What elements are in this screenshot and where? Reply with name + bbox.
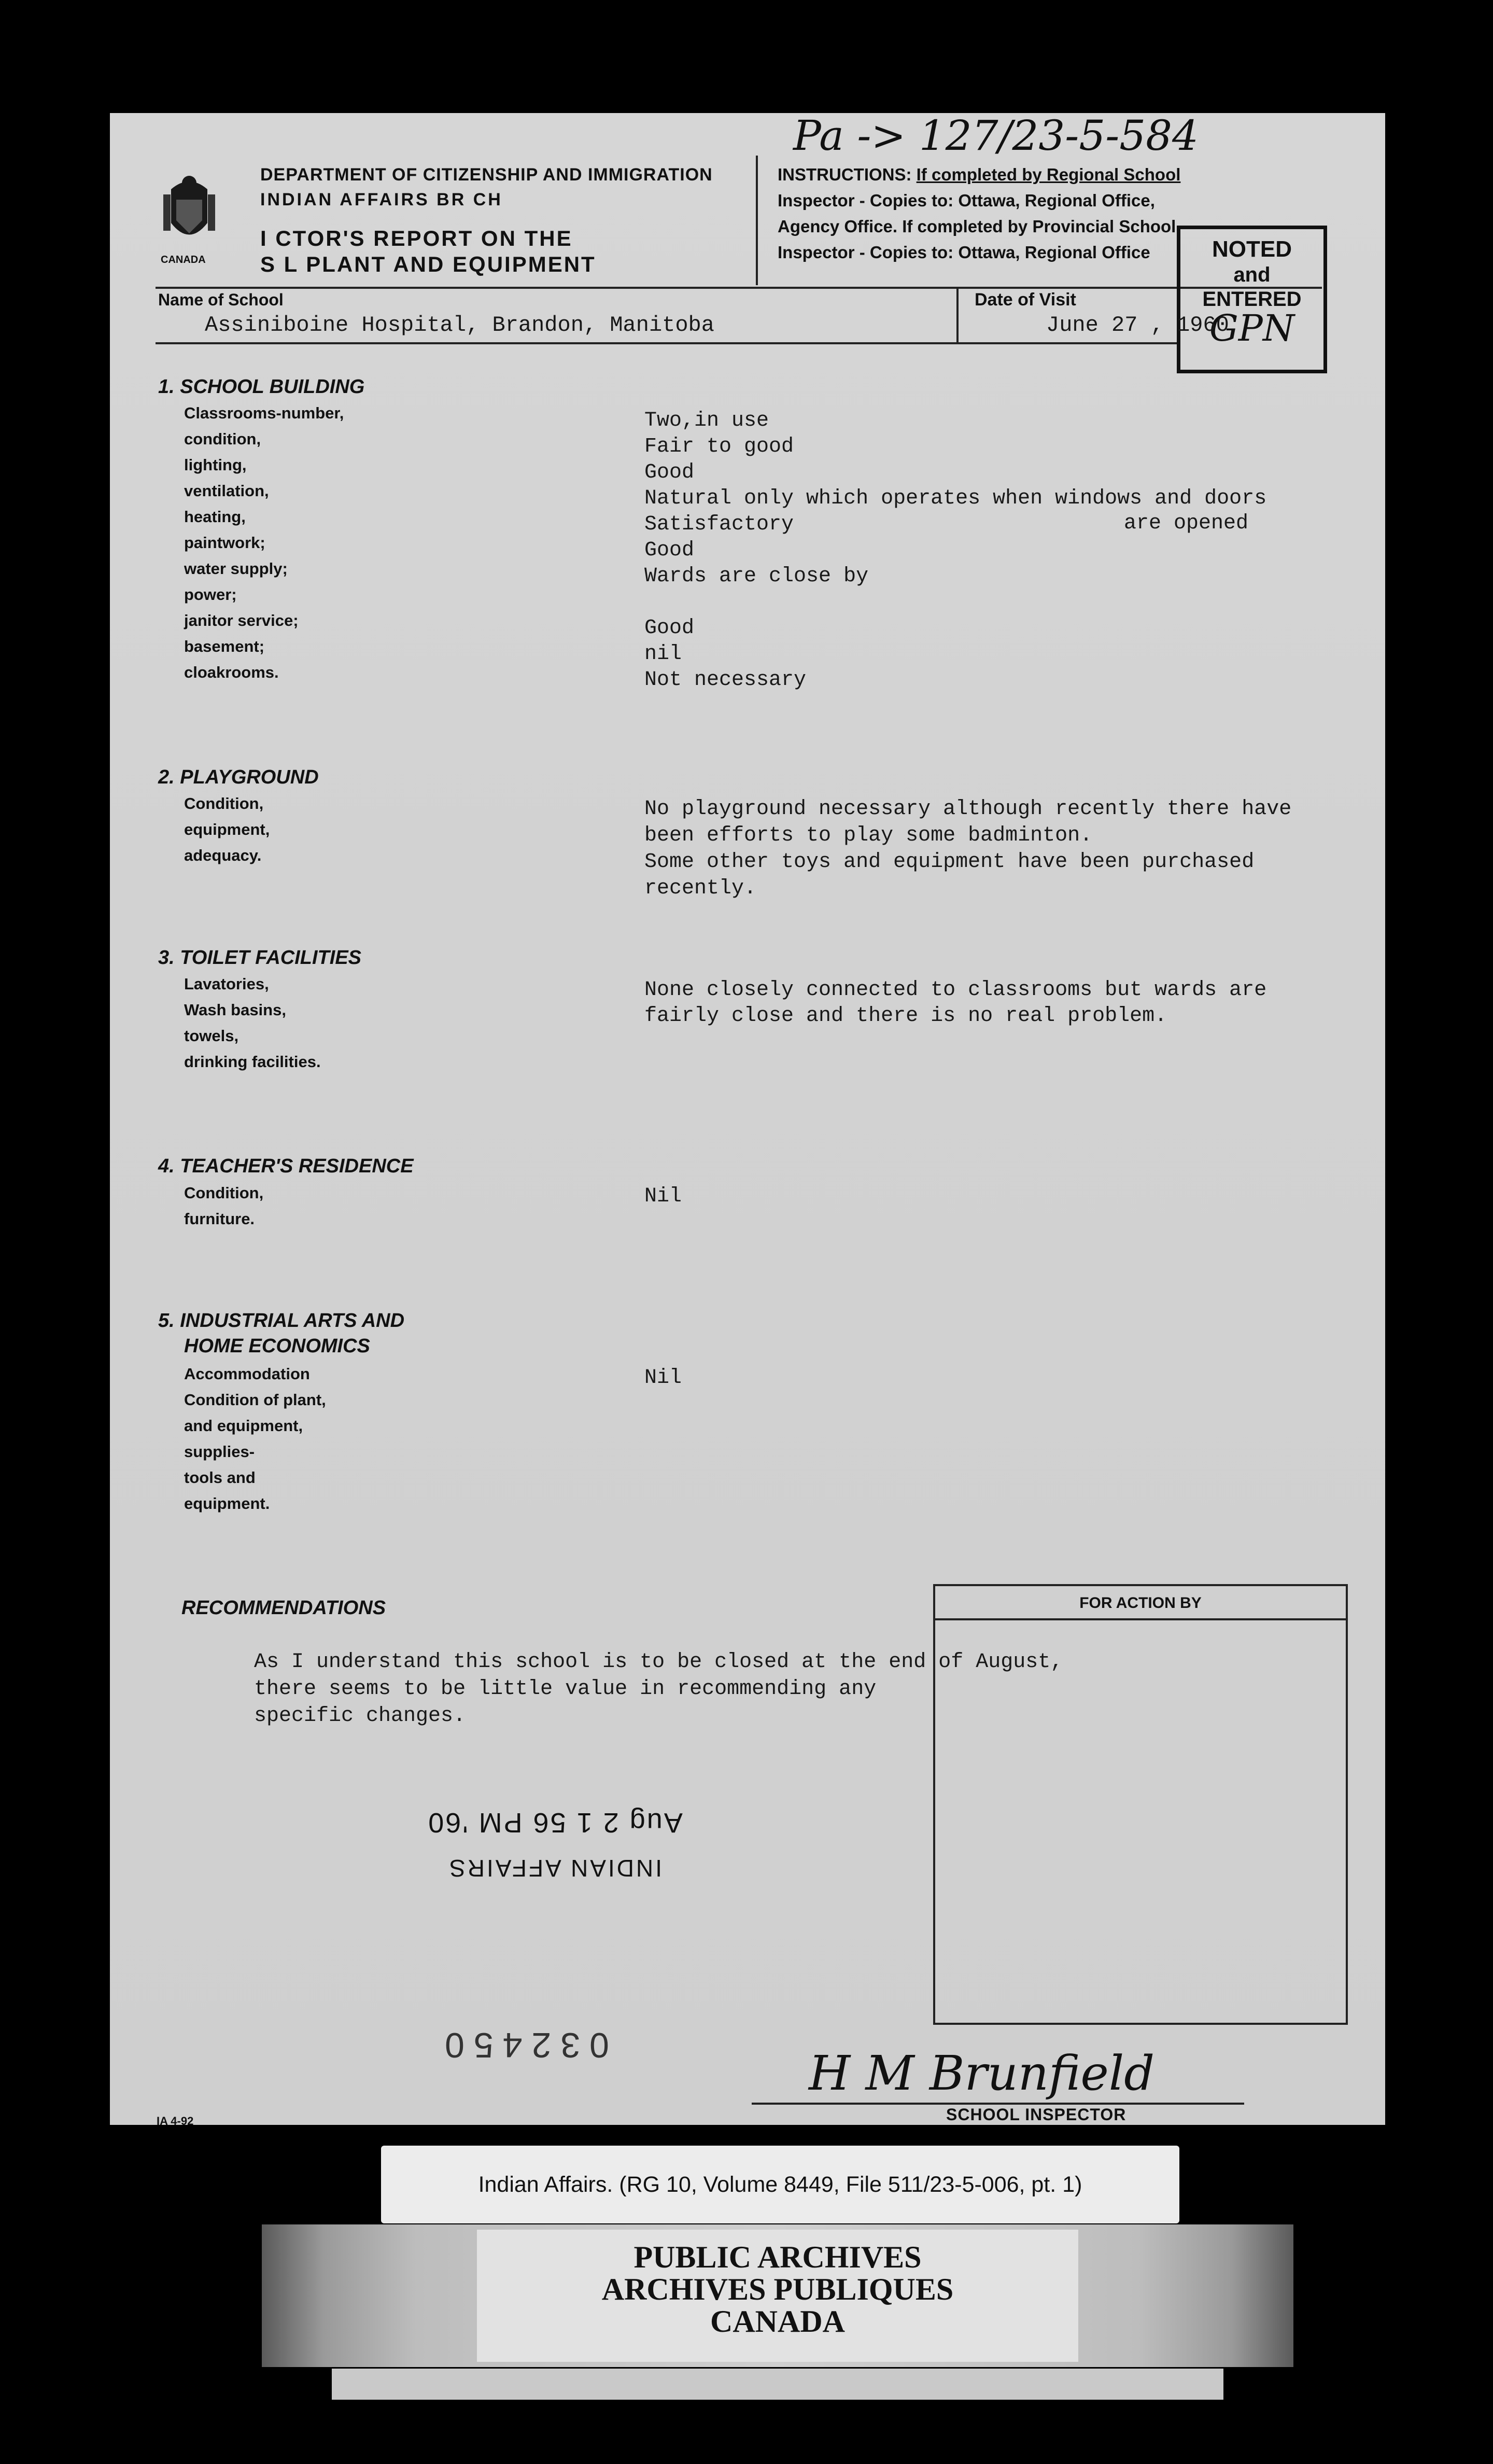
building-value: Good: [644, 539, 695, 562]
instructions-line3: Agency Office. If completed by Provincial School: [778, 217, 1176, 236]
building-label: paintwork;: [184, 534, 265, 552]
branch-line: INDIAN AFFAIRS BR CH: [260, 190, 503, 209]
building-value: Two,in use: [644, 409, 769, 432]
department-line: DEPARTMENT OF CITIZENSHIP AND IMMIGRATION: [260, 165, 713, 185]
archive-stamp: [477, 2230, 1078, 2362]
noted-entered-stamp: [1177, 226, 1327, 373]
industrial-label: supplies-: [184, 1443, 255, 1461]
instructions-line2: Inspector - Copies to: Ottawa, Regional Office,: [778, 191, 1155, 210]
section-toilet-title: 3. TOILET FACILITIES: [158, 947, 362, 969]
canada-label: CANADA: [161, 254, 206, 265]
stamp-entered: ENTERED: [1202, 288, 1302, 311]
archive-stamp-line2: ARCHIVES PUBLIQUES: [601, 2272, 954, 2306]
ventilation-continuation: are opened: [1124, 512, 1249, 535]
toilet-labels: [184, 971, 321, 1075]
header-rule: [156, 287, 1322, 289]
building-label: condition,: [184, 430, 261, 448]
handwritten-reference: Pa -> 127/23-5-584: [793, 111, 1199, 160]
toilet-label: drinking facilities.: [184, 1053, 321, 1071]
toilet-label: towels,: [184, 1027, 239, 1045]
residence-labels: [184, 1180, 263, 1232]
building-label: ventilation,: [184, 482, 269, 500]
toilet-value: fairly close and there is no real problem.: [644, 1004, 1167, 1028]
section-playground-title: 2. PLAYGROUND: [158, 766, 319, 788]
recommendation-line: specific changes.: [254, 1704, 466, 1728]
toilet-label: Wash basins,: [184, 1001, 286, 1019]
building-value: Wards are close by: [644, 565, 869, 588]
school-building-labels: [184, 400, 344, 685]
stamp-and: and: [1233, 263, 1271, 286]
school-building-values: [644, 408, 1266, 693]
residence-label: furniture.: [184, 1210, 255, 1228]
instructions-block: [778, 162, 1180, 265]
building-value: Not necessary: [644, 668, 807, 692]
recommendation-line: there seems to be little value in recommending any: [254, 1677, 877, 1701]
playground-values: [644, 796, 1291, 902]
for-action-header: [935, 1586, 1346, 1620]
toilet-label: Lavatories,: [184, 975, 269, 993]
instructions-line4: Inspector - Copies to: Ottawa, Regional Office: [778, 243, 1150, 262]
received-stamp: [410, 1779, 700, 1882]
archive-base-strip: [332, 2369, 1223, 2400]
section-school-building-title: 1. SCHOOL BUILDING: [158, 376, 365, 398]
header-divider: [756, 156, 758, 285]
industrial-label: tools and: [184, 1468, 256, 1487]
building-value: nil: [644, 642, 682, 666]
archive-stamp-line3: CANADA: [710, 2304, 845, 2339]
building-label: heating,: [184, 508, 246, 526]
archive-citation-label: [381, 2146, 1179, 2223]
section-industrial-title-line2: HOME ECONOMICS: [184, 1335, 370, 1357]
residence-value: Nil: [644, 1185, 682, 1208]
recommendations-title: RECOMMENDATIONS: [181, 1597, 386, 1619]
received-stamp-date: Aug 2 1 56 PM '60: [427, 1807, 683, 1838]
report-title-line1: I CTOR'S REPORT ON THE: [260, 226, 573, 250]
playground-label: Condition,: [184, 794, 264, 813]
serial-number: 032450: [435, 2025, 609, 2065]
playground-label: equipment,: [184, 820, 270, 838]
received-stamp-office: INDIAN AFFAIRS: [447, 1855, 662, 1882]
for-action-label: FOR ACTION BY: [1079, 1594, 1202, 1612]
building-value: Satisfactory: [644, 513, 794, 536]
toilet-values: [644, 977, 1266, 1029]
residence-label: Condition,: [184, 1184, 264, 1202]
school-name-value: Assiniboine Hospital, Brandon, Manitoba: [205, 313, 714, 338]
building-label: water supply;: [184, 559, 288, 578]
playground-value: recently.: [644, 877, 757, 900]
industrial-label: and equipment,: [184, 1417, 303, 1435]
archive-citation: Indian Affairs. (RG 10, Volume 8449, File 511/23-5-006, pt. 1): [478, 2172, 1082, 2197]
date-divider: [956, 287, 959, 344]
date-of-visit-value: June 27 , 1960: [1046, 313, 1229, 338]
report-title-line2: S L PLANT AND EQUIPMENT: [260, 252, 596, 276]
inspector-title: SCHOOL INSPECTOR: [946, 2105, 1126, 2124]
building-value: Fair to good: [644, 435, 794, 458]
building-value: Good: [644, 461, 695, 484]
building-value: Good: [644, 617, 695, 640]
industrial-value: Nil: [644, 1366, 682, 1390]
date-of-visit-label: Date of Visit: [975, 290, 1076, 310]
industrial-label: Condition of plant,: [184, 1391, 326, 1409]
stamp-initials: GPN: [1209, 307, 1295, 349]
instructions-line1: If completed by Regional School: [916, 165, 1181, 184]
recommendation-line: As I understand this school is to be closed at the end of August,: [254, 1650, 1063, 1674]
coat-of-arms-icon: [161, 174, 218, 251]
school-name-label: Name of School: [158, 290, 284, 309]
building-label: power;: [184, 585, 237, 604]
section-industrial-title-line1: 5. INDUSTRIAL ARTS AND: [158, 1310, 405, 1332]
form-code: IA 4-92: [157, 2115, 194, 2127]
building-value: Natural only which operates when windows and doors: [644, 487, 1267, 510]
toilet-value: None closely connected to classrooms but wards are: [644, 978, 1267, 1002]
building-label: lighting,: [184, 456, 247, 474]
playground-labels: [184, 791, 270, 869]
building-label: cloakrooms.: [184, 663, 279, 681]
building-label: Classrooms-number,: [184, 404, 344, 422]
signature-line: [752, 2103, 1244, 2105]
playground-value: Some other toys and equipment have been purchased: [644, 850, 1255, 874]
for-action-box: [933, 1584, 1348, 2025]
section-residence-title: 4. TEACHER'S RESIDENCE: [158, 1155, 414, 1177]
building-value: [644, 590, 1266, 615]
archive-stamp-line1: PUBLIC ARCHIVES: [633, 2240, 922, 2274]
playground-label: adequacy.: [184, 846, 262, 864]
building-label: janitor service;: [184, 611, 299, 629]
playground-value: been efforts to play some badminton.: [644, 824, 1093, 847]
instructions-label: INSTRUCTIONS:: [778, 165, 912, 184]
building-label: basement;: [184, 637, 265, 655]
playground-value: No playground necessary although recently there have: [644, 797, 1292, 821]
industrial-labels: [184, 1361, 326, 1517]
inspector-signature: H M Brunfield: [809, 2046, 1155, 2101]
industrial-label: equipment.: [184, 1494, 270, 1513]
school-row-rule: [156, 342, 1177, 344]
stamp-noted: NOTED: [1212, 236, 1292, 262]
industrial-label: Accommodation: [184, 1365, 310, 1383]
